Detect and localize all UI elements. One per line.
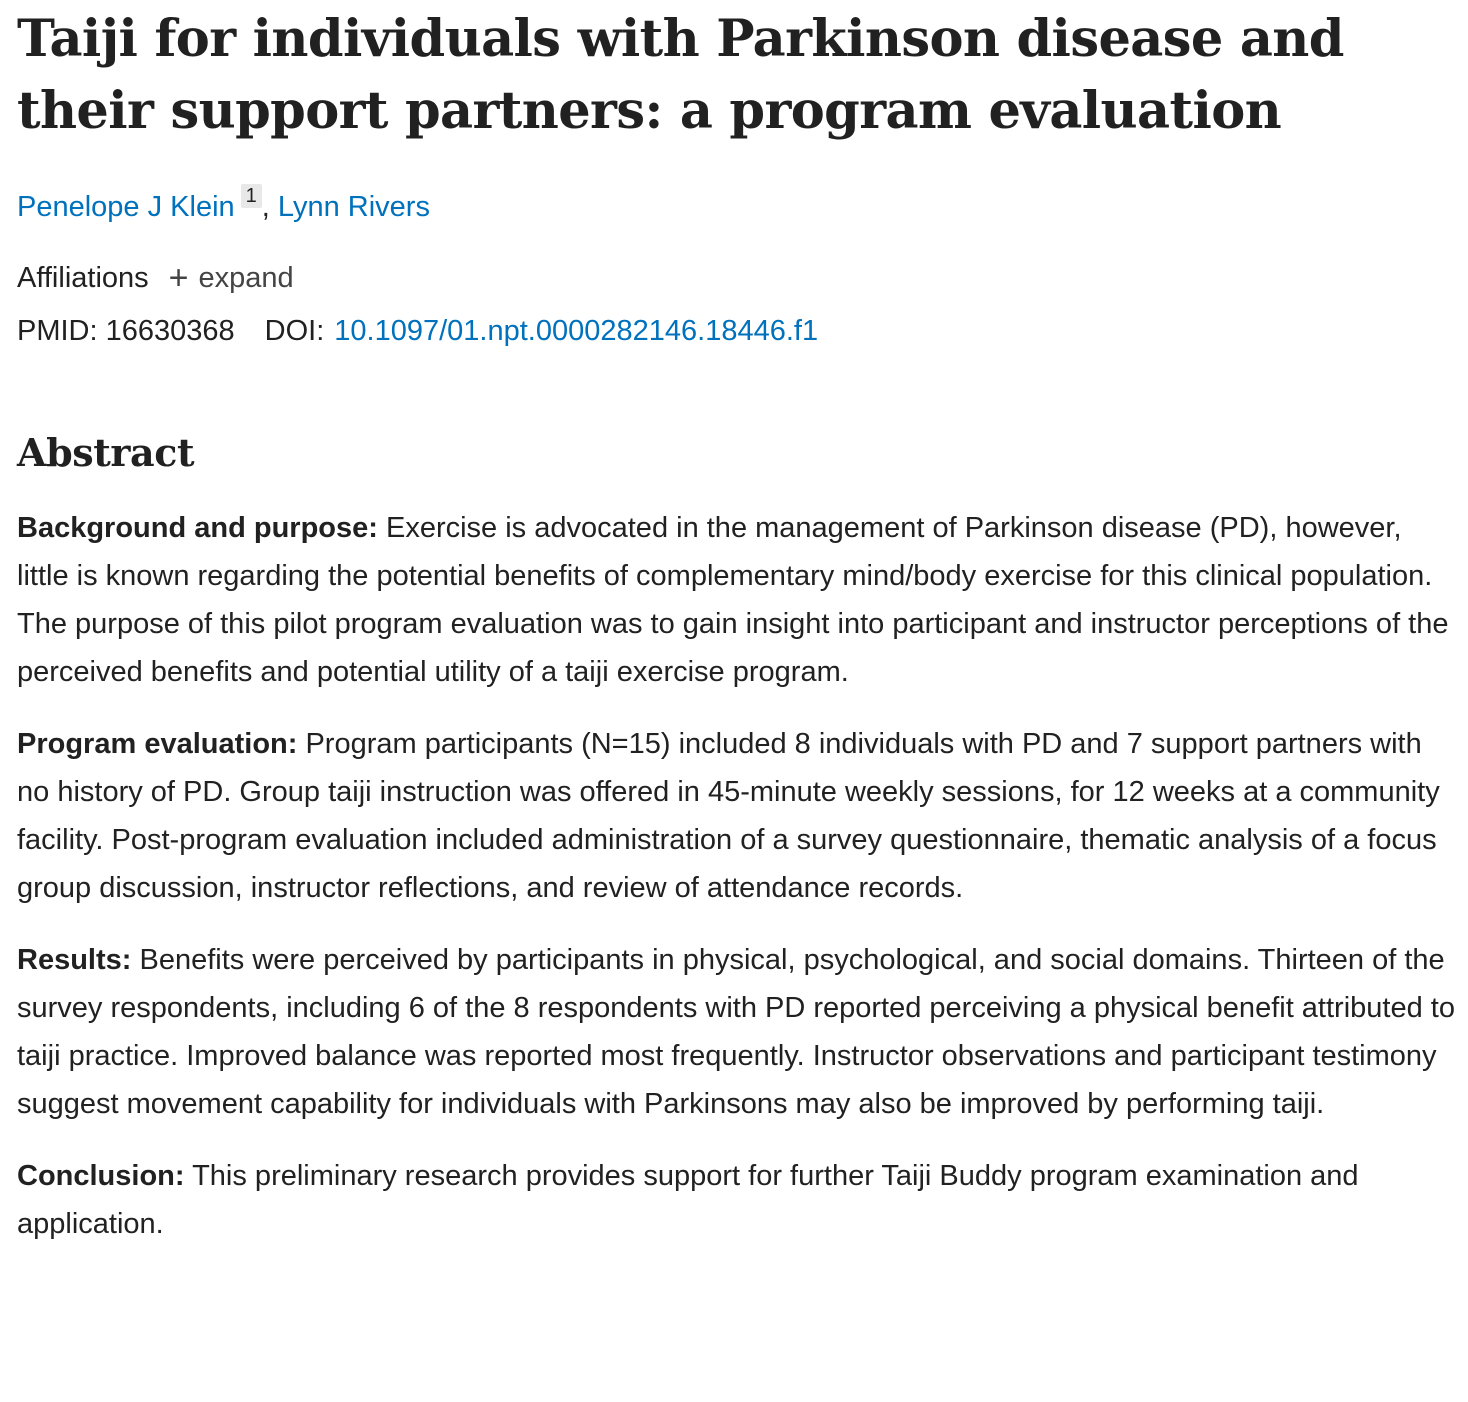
author-link-penelope-klein[interactable]: Penelope J Klein (17, 191, 235, 223)
abstract-section-text: This preliminary research provides support for further Taiji Buddy program examination and application. (17, 1160, 1359, 1240)
pmid-label: PMID: (17, 315, 98, 347)
pmid (17, 311, 235, 351)
abstract-background-paragraph (17, 504, 1457, 696)
expand-label: expand (198, 262, 294, 294)
abstract-heading: Abstract (17, 430, 195, 475)
affiliation-ref-badge[interactable]: 1 (241, 184, 262, 208)
doi-label: DOI: (264, 315, 325, 347)
authors-list (17, 184, 1452, 227)
author-link-lynn-rivers[interactable]: Lynn Rivers (277, 191, 430, 223)
article-title: Taiji for individuals with Parkinson disease and their support partners: a program evaluation (17, 9, 1344, 141)
abstract-section-label: Results: (17, 944, 132, 976)
doi-link[interactable]: 10.1097/01.npt.0000282146.18446.f1 (334, 315, 819, 347)
abstract-section-label: Conclusion: (17, 1160, 185, 1192)
expand-affiliations-button[interactable] (169, 258, 294, 298)
abstract-section-label: Program evaluation: (17, 728, 298, 760)
pmid-value: 16630368 (105, 315, 235, 347)
plus-icon: + (168, 259, 189, 297)
abstract-results-paragraph (17, 936, 1457, 1128)
doi (265, 311, 818, 351)
abstract-section-label: Background and purpose: (17, 512, 378, 544)
abstract-section-text: Exercise is advocated in the management of Parkinson disease (PD), however, little is known regarding the potential benefits of complementary mind/body exercise for this clinical population. The purpose of this pilot program evaluation was to gain insight into participant and instructor perceptions of the perceived benefits and potential utility of a taiji exercise program. (17, 512, 1449, 688)
affiliations-row (17, 258, 1452, 298)
abstract-program-evaluation-paragraph (17, 720, 1457, 912)
identifiers-row (17, 311, 1452, 351)
abstract-section-text: Benefits were perceived by participants in physical, psychological, and social domains. Thirteen of the survey respondents, including 6 of the 8 respondents with PD reported perceiving a physical benefit attributed to taiji practice. Improved balance was reported most frequently. Instructor observations and participant testimony suggest movement capability for individuals with Parkinsons may also be improved by performing taiji. (17, 944, 1455, 1120)
abstract-section-text: Program participants (N=15) included 8 individuals with PD and 7 support partners with no history of PD. Group taiji instruction was offered in 45-minute weekly sessions, for 12 weeks at a community facility. Post-program evaluation included administration of a survey questionnaire, thematic analysis of a focus group discussion, instructor reflections, and review of attendance records. (17, 728, 1440, 904)
affiliations-label: Affiliations (17, 262, 149, 294)
author-separator: , (261, 191, 278, 223)
abstract-conclusion-paragraph (17, 1152, 1457, 1248)
